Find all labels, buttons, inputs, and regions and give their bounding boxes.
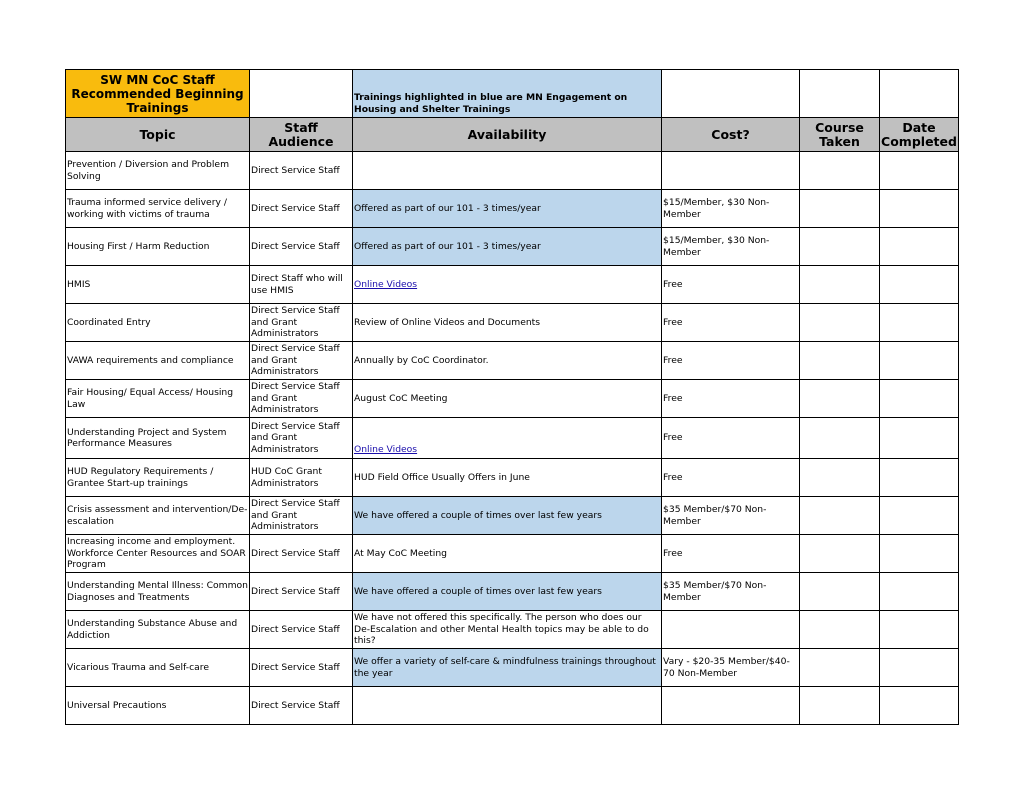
table-row xyxy=(66,535,959,573)
availability-cell: At May CoC Meeting xyxy=(353,535,662,573)
table-row xyxy=(66,304,959,342)
availability-cell xyxy=(353,266,662,304)
staff-audience-cell: Direct Service Staff and Grant Administrators xyxy=(250,304,353,342)
topic-cell: Universal Precautions xyxy=(66,687,250,725)
date-completed-cell[interactable] xyxy=(880,573,959,611)
table-row xyxy=(66,573,959,611)
cost-cell: Free xyxy=(662,459,800,497)
availability-cell: Review of Online Videos and Documents xyxy=(353,304,662,342)
topic-cell: HMIS xyxy=(66,266,250,304)
staff-audience-cell: Direct Service Staff and Grant Administrators xyxy=(250,380,353,418)
cost-cell: $35 Member/$70 Non-Member xyxy=(662,497,800,535)
training-table xyxy=(65,69,959,725)
cost-cell xyxy=(662,687,800,725)
staff-audience-cell: Direct Service Staff xyxy=(250,152,353,190)
availability-cell: Offered as part of our 101 - 3 times/year xyxy=(353,228,662,266)
course-taken-cell[interactable] xyxy=(800,152,880,190)
cost-cell xyxy=(662,611,800,649)
date-completed-cell[interactable] xyxy=(880,497,959,535)
topic-cell: Housing First / Harm Reduction xyxy=(66,228,250,266)
table-row xyxy=(66,687,959,725)
header-row xyxy=(66,118,959,152)
cost-cell xyxy=(662,152,800,190)
cost-cell: Free xyxy=(662,266,800,304)
table-row xyxy=(66,649,959,687)
cost-cell: Free xyxy=(662,342,800,380)
availability-cell xyxy=(353,418,662,459)
staff-audience-cell: Direct Service Staff xyxy=(250,573,353,611)
topic-cell: Increasing income and employment. Workforce Center Resources and SOAR Program xyxy=(66,535,250,573)
course-taken-cell[interactable] xyxy=(800,380,880,418)
cost-cell: Free xyxy=(662,535,800,573)
table-row xyxy=(66,228,959,266)
course-taken-cell[interactable] xyxy=(800,649,880,687)
date-completed-cell[interactable] xyxy=(880,380,959,418)
table-row xyxy=(66,611,959,649)
cost-cell: Free xyxy=(662,304,800,342)
course-taken-cell[interactable] xyxy=(800,418,880,459)
online-videos-link[interactable]: Online Videos xyxy=(354,443,418,455)
table-row xyxy=(66,342,959,380)
topic-cell: HUD Regulatory Requirements / Grantee Start-up trainings xyxy=(66,459,250,497)
table-row xyxy=(66,190,959,228)
staff-audience-cell: Direct Staff who will use HMIS xyxy=(250,266,353,304)
topic-cell: Trauma informed service delivery / working with victims of trauma xyxy=(66,190,250,228)
availability-cell xyxy=(353,687,662,725)
date-completed-cell[interactable] xyxy=(880,152,959,190)
topic-cell: Prevention / Diversion and Problem Solving xyxy=(66,152,250,190)
topic-cell: Understanding Project and System Performance Measures xyxy=(66,418,250,459)
empty-cell[interactable] xyxy=(662,70,800,118)
sheet-title: SW MN CoC Staff Recommended Beginning Trainings xyxy=(66,70,250,118)
availability-cell: August CoC Meeting xyxy=(353,380,662,418)
availability-cell: We have offered a couple of times over last few years xyxy=(353,573,662,611)
topic-cell: Fair Housing/ Equal Access/ Housing Law xyxy=(66,380,250,418)
course-taken-cell[interactable] xyxy=(800,228,880,266)
date-completed-cell[interactable] xyxy=(880,342,959,380)
cost-cell: Free xyxy=(662,418,800,459)
course-taken-cell[interactable] xyxy=(800,573,880,611)
cost-cell: $15/Member, $30 Non-Member xyxy=(662,190,800,228)
date-completed-cell[interactable] xyxy=(880,266,959,304)
date-completed-cell[interactable] xyxy=(880,418,959,459)
date-completed-cell[interactable] xyxy=(880,459,959,497)
date-completed-cell[interactable] xyxy=(880,304,959,342)
topic-cell: VAWA requirements and compliance xyxy=(66,342,250,380)
staff-audience-cell: Direct Service Staff and Grant Administrators xyxy=(250,418,353,459)
empty-cell[interactable] xyxy=(800,70,880,118)
table-row xyxy=(66,152,959,190)
table-row xyxy=(66,266,959,304)
header-date-completed: Date Completed xyxy=(880,118,959,152)
table-row xyxy=(66,380,959,418)
staff-audience-cell: Direct Service Staff xyxy=(250,687,353,725)
header-staff-audience: Staff Audience xyxy=(250,118,353,152)
title-row xyxy=(66,70,959,118)
header-topic: Topic xyxy=(66,118,250,152)
topic-cell: Vicarious Trauma and Self-care xyxy=(66,649,250,687)
table-row xyxy=(66,497,959,535)
availability-cell: Offered as part of our 101 - 3 times/year xyxy=(353,190,662,228)
staff-audience-cell: Direct Service Staff xyxy=(250,611,353,649)
table-row xyxy=(66,459,959,497)
course-taken-cell[interactable] xyxy=(800,342,880,380)
course-taken-cell[interactable] xyxy=(800,304,880,342)
table-row xyxy=(66,418,959,459)
empty-cell[interactable] xyxy=(250,70,353,118)
cost-cell: Free xyxy=(662,380,800,418)
cost-cell: $15/Member, $30 Non-Member xyxy=(662,228,800,266)
empty-cell[interactable] xyxy=(880,70,959,118)
availability-cell: We have offered a couple of times over last few years xyxy=(353,497,662,535)
cost-cell: $35 Member/$70 Non-Member xyxy=(662,573,800,611)
availability-cell: Annually by CoC Coordinator. xyxy=(353,342,662,380)
topic-cell: Coordinated Entry xyxy=(66,304,250,342)
course-taken-cell[interactable] xyxy=(800,611,880,649)
date-completed-cell[interactable] xyxy=(880,228,959,266)
availability-cell: HUD Field Office Usually Offers in June xyxy=(353,459,662,497)
course-taken-cell[interactable] xyxy=(800,266,880,304)
topic-cell: Understanding Substance Abuse and Addiction xyxy=(66,611,250,649)
course-taken-cell[interactable] xyxy=(800,497,880,535)
date-completed-cell[interactable] xyxy=(880,687,959,725)
staff-audience-cell: Direct Service Staff xyxy=(250,535,353,573)
topic-cell: Crisis assessment and intervention/De-escalation xyxy=(66,497,250,535)
staff-audience-cell: HUD CoC Grant Administrators xyxy=(250,459,353,497)
topic-cell: Understanding Mental Illness: Common Diagnoses and Treatments xyxy=(66,573,250,611)
staff-audience-cell: Direct Service Staff and Grant Administrators xyxy=(250,342,353,380)
staff-audience-cell: Direct Service Staff xyxy=(250,649,353,687)
course-taken-cell[interactable] xyxy=(800,687,880,725)
staff-audience-cell: Direct Service Staff xyxy=(250,190,353,228)
staff-audience-cell: Direct Service Staff and Grant Administrators xyxy=(250,497,353,535)
header-cost: Cost? xyxy=(662,118,800,152)
header-availability: Availability xyxy=(353,118,662,152)
date-completed-cell[interactable] xyxy=(880,535,959,573)
cost-cell: Vary - $20-35 Member/$40-70 Non-Member xyxy=(662,649,800,687)
staff-audience-cell: Direct Service Staff xyxy=(250,228,353,266)
date-completed-cell[interactable] xyxy=(880,649,959,687)
highlight-note: Trainings highlighted in blue are MN Engagement on Housing and Shelter Trainings xyxy=(353,70,662,118)
date-completed-cell[interactable] xyxy=(880,190,959,228)
course-taken-cell[interactable] xyxy=(800,190,880,228)
course-taken-cell[interactable] xyxy=(800,535,880,573)
date-completed-cell[interactable] xyxy=(880,611,959,649)
course-taken-cell[interactable] xyxy=(800,459,880,497)
availability-cell: We have not offered this specifically. The person who does our De-Escalation and other Mental Health topics may be able to do this? xyxy=(353,611,662,649)
header-course-taken: Course Taken xyxy=(800,118,880,152)
availability-cell xyxy=(353,152,662,190)
availability-cell: We offer a variety of self-care & mindfulness trainings throughout the year xyxy=(353,649,662,687)
online-videos-link[interactable]: Online Videos xyxy=(354,278,418,290)
